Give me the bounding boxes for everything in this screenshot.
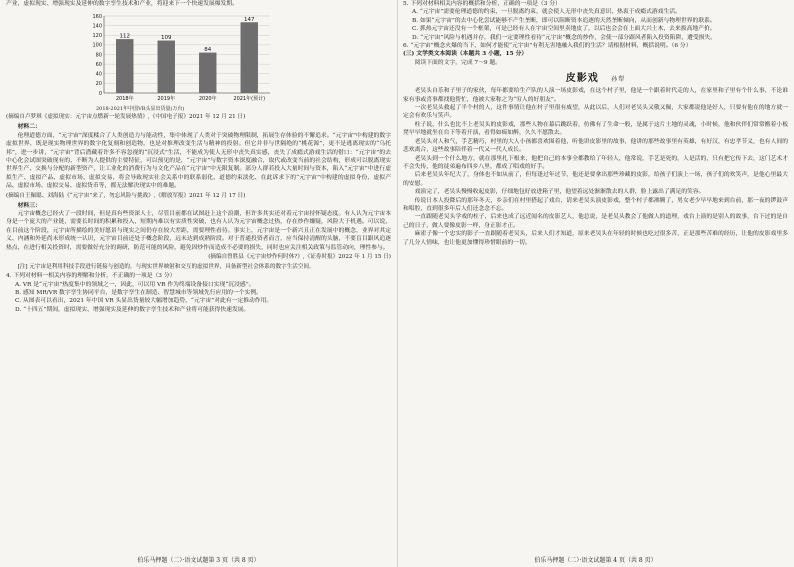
y-tick-label: 100 (92, 43, 102, 50)
data-label: 109 (161, 35, 172, 42)
question-6: 6. “元宇宙”概念火爆的当下，如何才能使“元宇宙”有利无害地融入我们的生活？请根据材料，概括说明。（6 分） (403, 43, 692, 50)
source-2: (摘编自王佩聪、刘海陆《“元宇宙”来了，勿忘风险与挑战》,《解放军报》2021 年 12 月 17 日) (6, 192, 246, 199)
story-paragraph: 麻雀子像一个忠实的影子一直跟随着老吴头，后来人们才知道，原来老吴头在年轻的时候也吃过很多苦，正是那些苦难的经历，让他的皮影戏里多了几分人情味，也让他更加懂得珍惜眼前的一切。 (403, 231, 788, 246)
story-author: 孙犁 (611, 76, 626, 84)
story-paragraph: 老吴头自乐和子里子的家伙，每年都要给生产队的人演一场皮影戏，在这个村子里，他是一个跟着时代走的人，在家里和子里有个什么事，不论谁家有事或喜事都找他帮忙，他被大家称之为“穷人的好朋友”。 (403, 88, 788, 103)
chart-title: 2018-2021年中国VR头显出货量(万台) (96, 106, 185, 113)
material-2-title: 材料二： (17, 124, 41, 131)
section-instructions: 阅读下面的文字，完成 7～9 题。 (414, 59, 502, 66)
vr-shipment-chart (86, 10, 276, 105)
bar (199, 53, 216, 93)
story-paragraph: 老吴头对人和气，手艺精巧，村里的大人小孩都喜欢围着他，听他讲皮影里的故事，他讲的那些故事里有英雄，有好汉，有忠孝节义，也有人间的悲欢离合，这些故事陪伴着一代又一代人成长。 (403, 138, 788, 154)
intro-text: 产业，虚拟现实、增强现实及延伸的数字孪生技术和产业，将迎来下一个快速发展爆发期。 (6, 1, 238, 7)
bar (158, 41, 175, 93)
data-label: 112 (119, 34, 130, 41)
x-tick-label: 2019年 (157, 96, 176, 103)
y-tick-label: 120 (92, 33, 102, 40)
page-divider (397, 0, 398, 567)
q4-option-d: D. “十四五”期间，虚拟现实、增强现实及延伸的数字孪生技术和产业将可能获得快速发展。 (15, 306, 250, 313)
right-page (403, 0, 788, 567)
y-tick-label: 20 (95, 81, 102, 88)
left-footer: 伯乐马押题（二）·语文试题第 3 页（共 8 页） (137, 557, 260, 564)
bar (116, 40, 133, 94)
story-paragraph: 后来老吴头年纪大了，身体也不如从前了，但每逢过年过节，他还是要拿出那些珍藏的皮影，给孩子们演上一场，孩子们的欢笑声，是他心里最大的安慰。 (403, 172, 788, 187)
source-3: (摘编自曾胜县《元宇宙炒作何时休?》,《证券时报》2022 年 1 月 15 日) (208, 254, 391, 261)
y-tick-label: 40 (95, 71, 102, 78)
story-title-block (403, 69, 788, 84)
story-title: 皮影戏 (565, 73, 599, 85)
y-tick-label: 140 (92, 23, 102, 30)
story-paragraph: 老吴头到一个什么地方，就在那里扎下根来，他把自己的本事全都教给了年轻人，他常说，手艺是死的，人是活的，只有把它传下去，这门艺术才不会失传，他的徒弟遍布四乡八里，都成了唱戏的好手。 (403, 155, 788, 170)
q4-option-b: B. 感知 MR/VR 数字孪生协同平台，是数字孪生在制造、智慧城市等领域先行应用的一个实例。 (15, 289, 262, 296)
x-tick-label: 2018年 (115, 96, 134, 103)
story-paragraph: 一次老吴头救起了半个村的人，这件事情让他在村子里很有威望，从此以后，人们对老吴头又敬又佩，大家都说他是好人，只要有他在的地方就一定会有欢乐与笑声。 (403, 105, 788, 120)
story-paragraph: 戏演完了，老吴头慢慢收起皮影，仔细地包好放进箱子里，他望着远处渐渐散去的人群，脸上露出了满足的笑容。 (414, 189, 705, 196)
y-tick-label: 60 (95, 62, 102, 69)
x-tick-label: 2020年 (198, 96, 217, 103)
right-footer: 伯乐马押题（二）·语文试题第 4 页（共 8 页） (534, 557, 657, 564)
left-page (6, 0, 391, 567)
q5-option-d: D. “元宇宙”风险与机遇并存，我们一定要理性看待“元宇宙”概念的炒作，会使一部分跟风者陷入投资陷阱，遭受损失。 (412, 34, 717, 41)
material-3-title: 材料三： (17, 202, 41, 209)
q4-options (6, 281, 391, 315)
story-paragraph: 传说日本人投降后的那年冬天，乡亲们在村里搭起了戏台，请来老吴头演皮影戏，整个村子都沸腾了，男女老少早早地来到台前，那一夜的锣鼓声和唱腔，直到很多年后人们还念念不忘。 (403, 197, 788, 212)
y-tick-label: 0 (98, 91, 102, 98)
section-heading: (三) 文学类文本阅读（本题共 3 小题，15 分） (403, 51, 528, 58)
y-tick-label: 80 (95, 52, 102, 59)
data-label: 84 (204, 47, 212, 54)
question-5: 5. 下列对材料相关内容的概括和分析，正确的一项是（3 分） (403, 1, 561, 7)
source-1: (摘编自卢梦琪《虚拟现实：元宇宙点燃新一轮发展热情》,《中国电子报》2021 年 12 月 21 日) (6, 114, 246, 121)
bar (241, 23, 258, 94)
note: [注] 元宇宙是利用科技手段进行链接与创造的，与现实世界映射和交互的虚拟世界，具备新型社会体系的数字生活空间。 (17, 264, 315, 271)
material-3-text: 元宇宙概念已经火了一段时间，但是真有些资深人士，尽管目前都在试图赶上这个浪潮，但许多其实还对着元宇宙持怀疑态度。有人认为元宇宙本身是一个庞大的产业链，需要长时间的积累和投入，短期内难以有实质性突破，也有人认为元宇宙概念过热，存在炒作嫌疑，风险大于机遇。可以说，在目前这个阶段，元宇宙所描绘的美好愿景与现实之间仍存在较大差距，需要理性看待。事实上，元宇宙是一个新兴且正在发展中的概念，业界对其定义、内涵和外延尚未形成统一认识，元宇宙目前还处于概念阶段，远未达到成熟阶段。对于普通投资者而言，应当保持清醒的头脑，不要盲目跟风追逐热点，在进行相关投资时，需要做好充分的调研，防范可能的风险，避免因炒作而造成不必要的损失，同时也应关注相关政策与监管动向，理性参与。 (6, 211, 391, 251)
q5-option-a: A. “元宇宙”需要伦理道德的约束，一旦脱离约束，就会使人无形中丧失真意识、热衷于成瘾式游戏生活。 (412, 9, 681, 16)
x-tick-label: 2021年(预计) (233, 96, 266, 103)
data-label: 147 (244, 17, 255, 24)
bar-chart-svg (86, 10, 276, 105)
material-2-text: 伦理道德方面，“元宇宙”深度糅合了人类创造力与能动性，集中体现了人类对于突破物理限制，拓展生存体验的不懈追求。“元宇宙”中构建的数字虚拟世界，既是现实物理世界的数字化复刻和创造物，也是对推理改变生活与精神的投射。但它并非与世隔绝的“桃花源”，更不是逃离现实的“乌托邦”，进一步讲，“元宇宙”背后潜藏着许多不容忽视的“沉浸式”生活，不能成为使人无形中丧失真实感，丧失了成瘾式游戏生活的借口：“元宇宙”的去中心化会试图突破现有的、不断为人提供的主要特征，可以预见的是，“元宇宙”与数字资本深度融合，取代或改变当前的社会结构，形成可以脱离现实世界生产、交换与分配的新型资产，让工业化的消费行为与文化产品在“元宇宙”中无限复制。部分人群若投入大量时间与资本，陷入“元宇宙”中进行虚拟生产、虚拟产品、虚拟市场、虚拟交易，将会导致现实社会关系中的联系弱化、道德约束淡化、在此诉求下的“元宇宙”中构建的虚拟身份、虚拟产品、虚拟市场、虚拟交易、虚拟货币等，都无法解决现实中的难题。 (6, 132, 391, 190)
story-paragraph: 一直跟随老吴头学戏的柱子，后来也成了远近闻名的皮影艺人，他总说，是老吴头教会了他做人的道理，戏台上演的是别人的故事，台下过的是自己的日子，做人要像皮影一样，身正影才正。 (403, 214, 788, 229)
q4-option-a: A. VR 是“元宇宙”热度集中的领域之一，因此，可以用 VR 作为终端设备接口实现“沉浸感”。 (15, 281, 255, 288)
q5-option-c: C. 抓热元宇宙还没有一个框架，可是已经有人在宇宙空间里卖地皮了，以后也会会在上面大兴土木，去来拔高地产价。 (412, 26, 716, 33)
q4-option-c: C. 从图表可以看出，2021 年中国 VR 头显出货量较大幅增加趋势，“元宇宙”对此有一定推动作用。 (15, 298, 273, 305)
question-4: 4. 下列对材料一相关内容的理解和分析，不正确的一项是（3 分） (6, 273, 176, 280)
q5-options (403, 8, 788, 42)
q5-option-b: B. 如果“元宇宙”的去中心化尝试能够不产生垄断，即可以阻断资本追逐的天然垄断倾向，从而创新与物理世界的联系。 (412, 17, 716, 24)
story-paragraph: 柱子说，什么也比不上老吴头的皮影戏，那些人物在幕后跳跃着，仿佛有了生命一般，是属于这片土地的灵魂，小时候，他和伙伴们常常搬着小板凳早早地就坐在台下等着开演，看得如痴如醉，久久不愿散去。 (403, 121, 788, 137)
y-tick-label: 160 (92, 14, 102, 21)
